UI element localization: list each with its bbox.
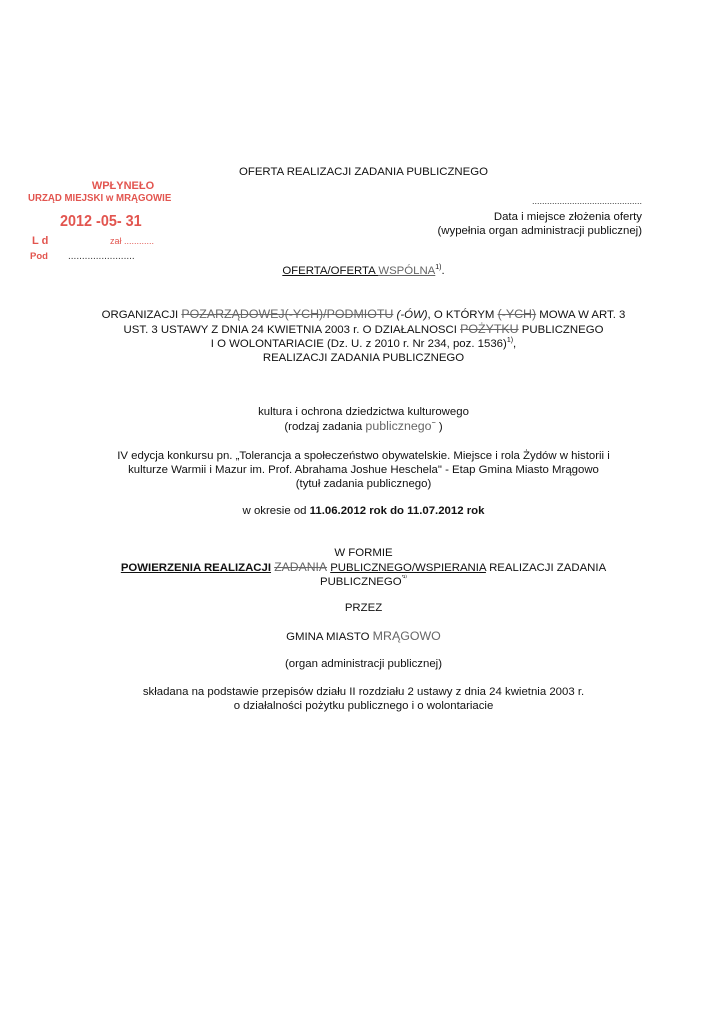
authority-name (0, 629, 727, 644)
task-title-label: (tytuł zadania publicznego) (295, 478, 432, 490)
task-type (0, 405, 727, 434)
form-l2: PUBLICZNEGO (319, 576, 402, 588)
task-type-footnote: ~ (431, 420, 436, 428)
received-stamp (28, 180, 208, 265)
legal-basis-line1: składana na podstawie przepisów działu II rozdziału 2 ustawy z dnia 24 kwietnia 2003 r. (142, 686, 585, 698)
date-place-block (380, 196, 642, 238)
stamp-pod-label: Pod (30, 251, 48, 262)
org-l1-d: , O KTÓRYM (427, 309, 498, 321)
form-heading: W FORMIE (334, 547, 393, 559)
task-type-label-a: (rodzaj zadania (284, 421, 366, 433)
organization-line3 (80, 337, 647, 351)
task-type-label-b: publicznego (365, 419, 432, 433)
task-type-value: kultura i ochrona dziedzictwa kulturowego (258, 406, 469, 418)
authority-name-b: MRĄGOWO (372, 629, 441, 643)
org-l3-end: , (513, 338, 517, 350)
document-title (0, 165, 727, 179)
org-l3-footnote: 1) (506, 337, 514, 345)
offer-type-main: OFERTA/OFERTA (282, 265, 379, 277)
org-l3: I O WOLONTARIACIE (Dz. U. z 2010 r. Nr 234, poz. 1536) (210, 338, 507, 350)
date-place-label: Data i miejsce złożenia oferty (493, 211, 642, 223)
form-struck: ZADANIA (274, 560, 328, 574)
legal-basis (0, 685, 727, 713)
by-label: PRZEZ (344, 602, 383, 614)
task-title (0, 449, 727, 491)
organization-line2 (80, 322, 647, 337)
task-title-line1: IV edycja konkursu pn. „Tolerancja a społeczeństwo obywatelskie. Miejsce i rola Żydów w historii i (117, 450, 610, 462)
org-l1-struck2: (-YCH) (497, 307, 537, 321)
stamp-line1: WPŁYNEŁO (91, 180, 155, 192)
org-l2-a: UST. 3 USTAWY Z DNIA 24 KWIETNIA 2003 r. O DZIAŁALNOSCI (123, 324, 461, 336)
organization-line4: REALIZACJI ZADANIA PUBLICZNEGO (262, 352, 465, 364)
legal-basis-line2: o działalności pożytku publicznego i o wolontariacie (233, 700, 494, 712)
org-l2-struck: POŻYTKU (460, 322, 519, 336)
task-title-line2: kulturze Warmii i Mazur im. Prof. Abrahama Joshue Heschela" - Etap Gmina Miasto Mrągowo (128, 464, 599, 476)
period (0, 504, 727, 518)
form-line1 (0, 560, 727, 575)
stamp-pod-dots: ........................ (68, 251, 135, 262)
stamp-line2: URZĄD MIEJSKI w MRĄGOWIE (28, 192, 172, 204)
org-l1-a: ORGANIZACJI (101, 309, 182, 321)
stamp-zal-label: zał ............ (110, 236, 155, 246)
offer-type-struck: WSPÓLNA (378, 265, 436, 277)
form-underlined: PUBLICZNEGO/WSPIERANIA (330, 562, 486, 574)
date-place-note: (wypełnia organ administracji publicznej) (437, 225, 642, 237)
offer-type-footnote: 1) (435, 264, 442, 272)
form-bold: POWIERZENIA REALIZACJI (120, 562, 272, 574)
period-prefix: w okresie od (242, 505, 310, 517)
authority-label: (organ administracji publicznej) (284, 658, 442, 670)
org-l1-italic: (-ÓW) (393, 309, 428, 321)
form-rest: REALIZACJI ZADANIA (485, 562, 607, 574)
task-type-label-c: ) (435, 421, 443, 433)
org-l1-struck: POZARZĄDOWEJ(-YCH)/PODMIOTU (181, 307, 394, 321)
org-l2-c: PUBLICZNEGO (518, 324, 604, 336)
form-block (0, 546, 727, 589)
organization-line1 (80, 307, 647, 322)
offer-type-end: . (441, 265, 445, 277)
offer-type (0, 264, 727, 278)
authority-name-a: GMINA MIASTO (286, 631, 373, 643)
organization-block (80, 307, 647, 365)
date-place-dots: ............................................ (531, 196, 642, 206)
stamp-ld-label: L d (32, 235, 49, 247)
document-title-text: OFERTA REALIZACJI ZADANIA PUBLICZNEGO (239, 166, 488, 178)
org-l1-f: MOWA W ART. 3 (536, 309, 626, 321)
period-value: 11.06.2012 rok do 11.07.2012 rok (309, 505, 485, 517)
task-type-label (0, 419, 727, 434)
form-footnote: '¹⁾ (401, 575, 408, 583)
form-line2 (0, 575, 727, 589)
stamp-date: 2012 -05- 31 (60, 213, 142, 230)
